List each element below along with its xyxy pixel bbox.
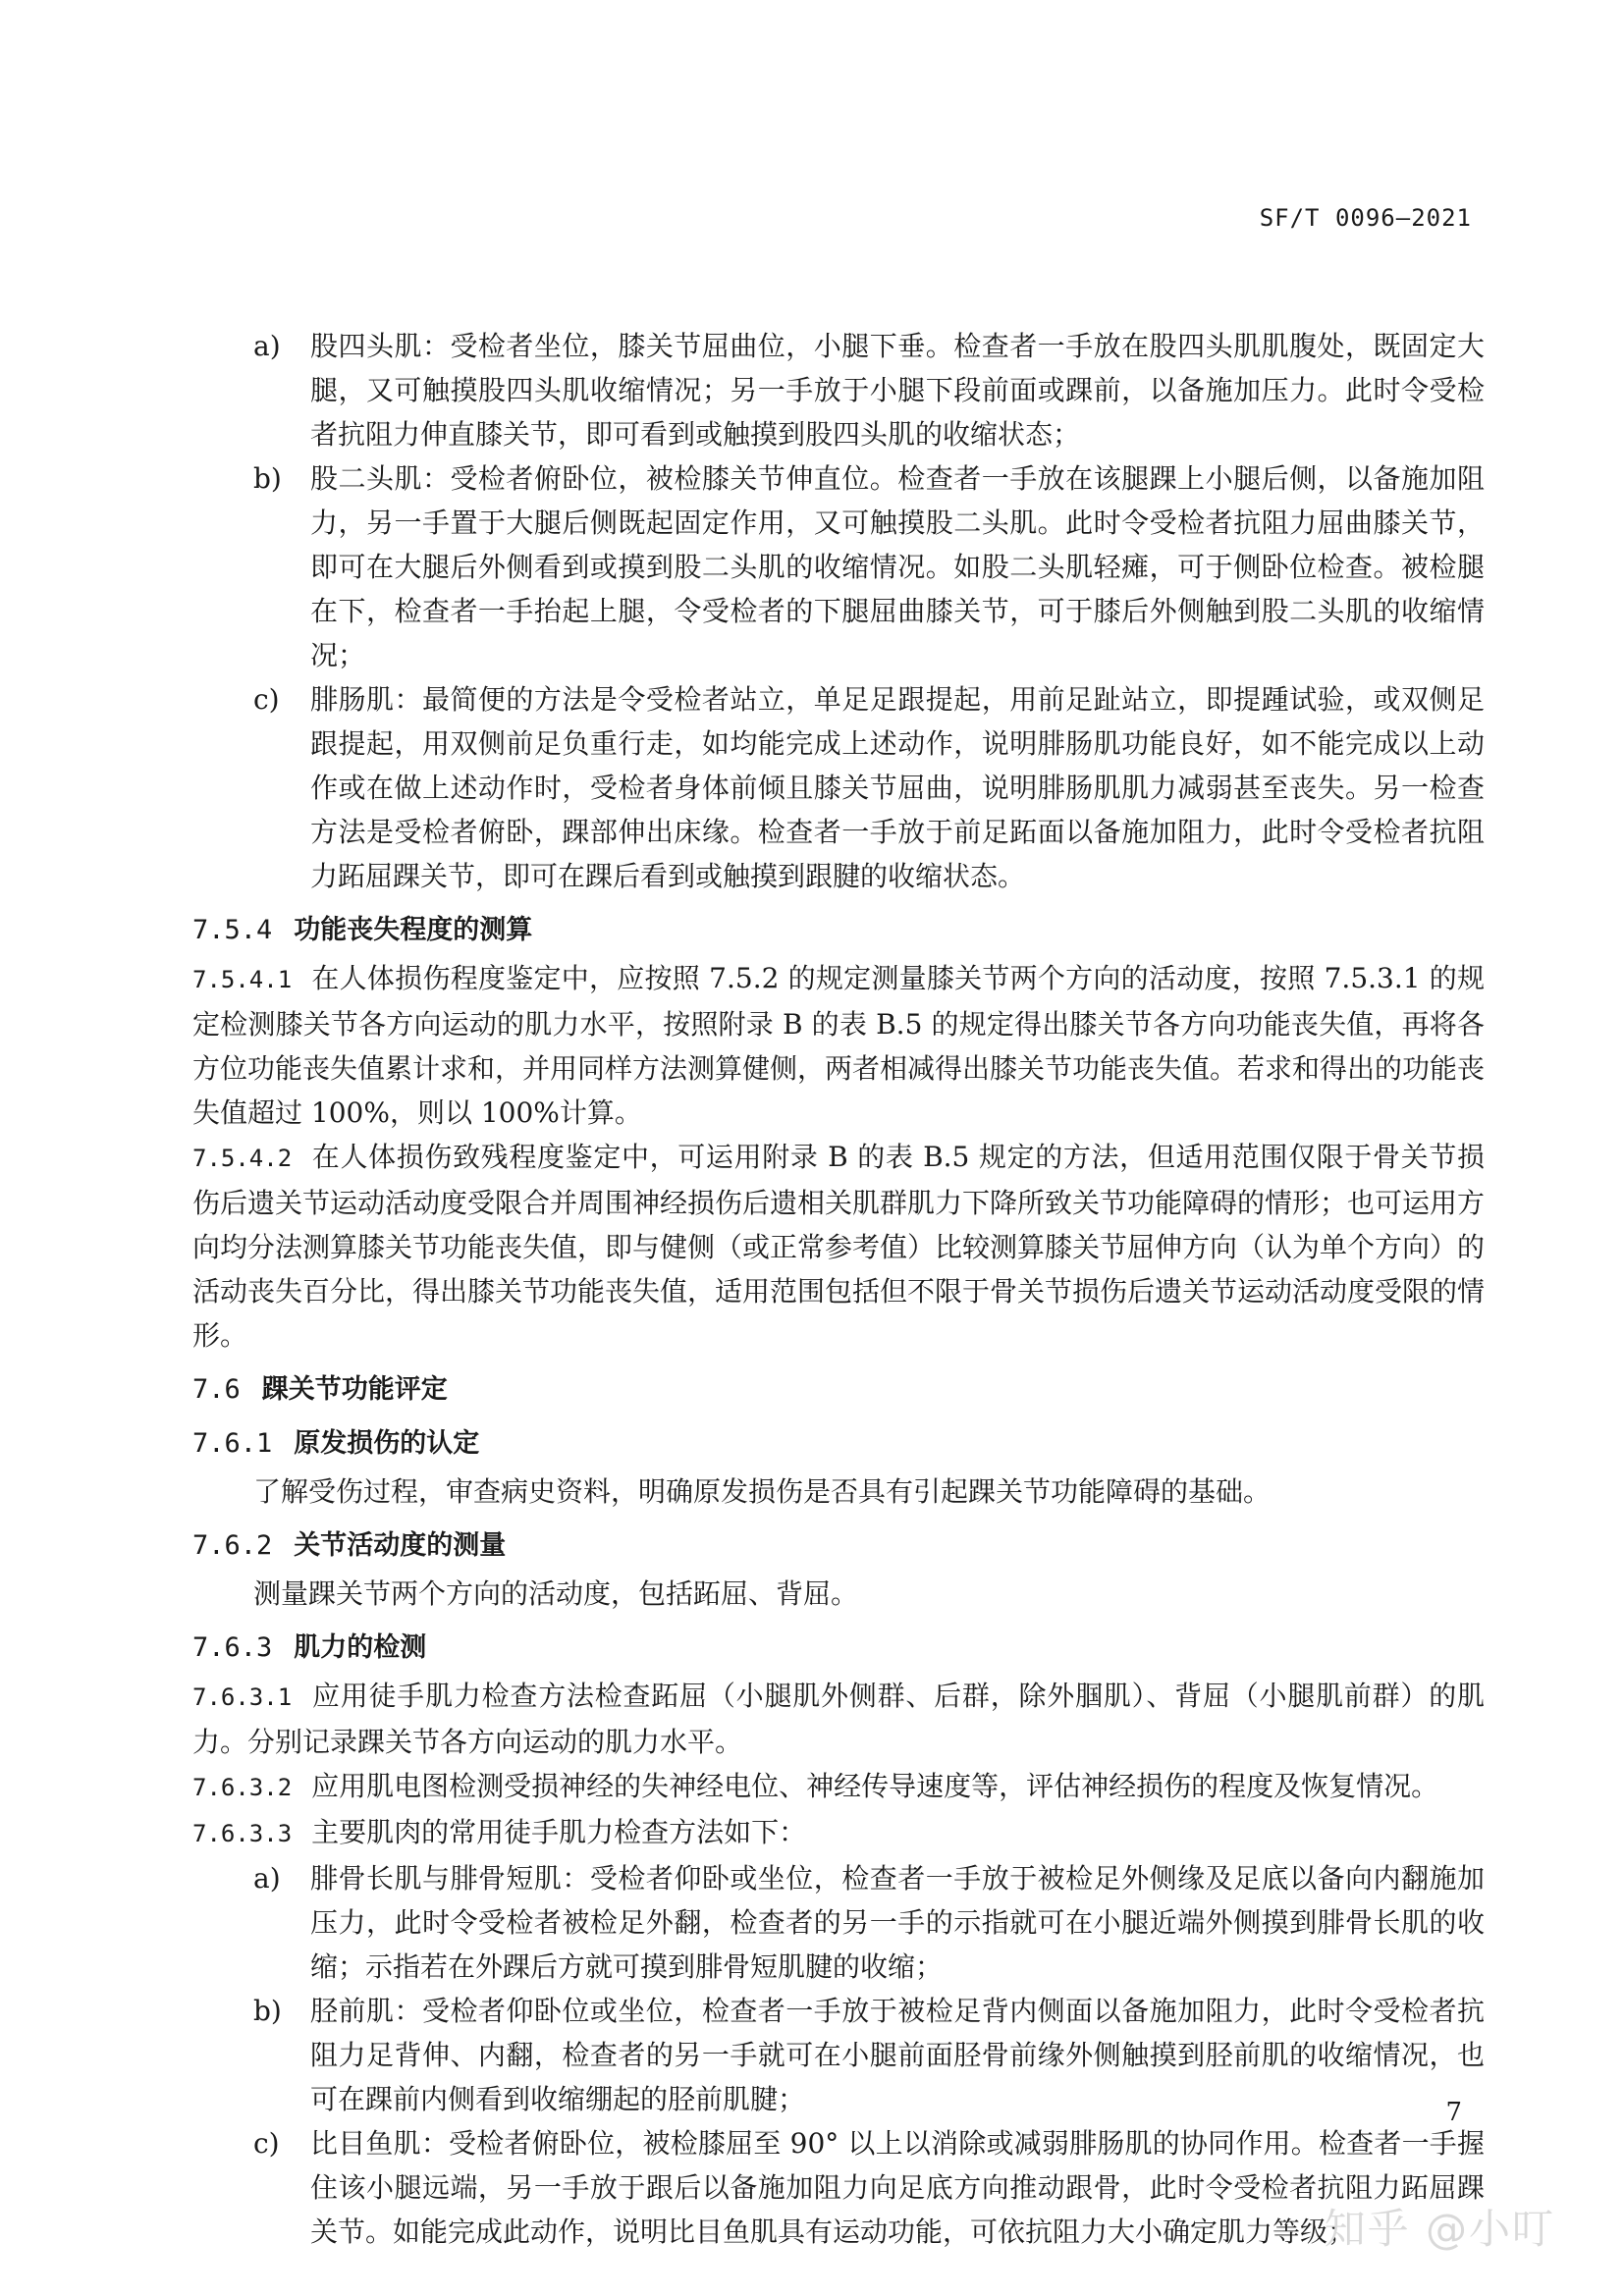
clause-number: 7.5.4.1 [192, 966, 293, 993]
list-item-b [192, 1989, 1485, 2121]
section-number: 7.6 [192, 1374, 241, 1405]
item-label: a) [253, 1862, 281, 1895]
section-title: 踝关节功能评定 [261, 1374, 448, 1405]
clause-number: 7.5.4.2 [192, 1145, 293, 1172]
item-text: 股二头肌：受检者俯卧位，被检膝关节伸直位。检查者一手放在该腿踝上小腿后侧，以备施加阻力，另一手置于大腿后侧既起固定作用，又可触摸股二头肌。此时令受检者抗阻力屈曲膝关节，即可在大腿后外侧看到或摸到股二头肌的收缩情况。如股二头肌轻瘫，可于侧卧位检查。被检腿在下，检查者一手抬起上腿，令受检者的下腿屈曲膝关节，可于膝后外侧触到股二头肌的收缩情况； [310, 462, 1485, 671]
clause-7-6-3-1 [192, 1674, 1485, 1764]
item-label: b) [253, 1995, 282, 2027]
item-label: c) [253, 2127, 280, 2160]
item-text: 腓骨长肌与腓骨短肌：受检者仰卧或坐位，检查者一手放于被检足外侧缘及足底以备向内翻施加压力，此时令受检者被检足外翻，检查者的另一手的示指就可在小腿近端外侧摸到腓骨长肌的收缩；示指若在外踝后方就可摸到腓骨短肌腱的收缩； [310, 1862, 1485, 1983]
item-label: a) [253, 330, 281, 362]
item-text: 股四头肌：受检者坐位，膝关节屈曲位，小腿下垂。检查者一手放在股四头肌肌腹处，既固定大腿，又可触摸股四头肌收缩情况；另一手放于小腿下段前面或踝前，以备施加压力。此时令受检者抗阻力伸直膝关节，即可看到或触摸到股四头肌的收缩状态； [310, 330, 1485, 451]
list-item-b [192, 456, 1485, 677]
section-title: 关节活动度的测量 [294, 1530, 507, 1561]
section-heading-7-6 [192, 1367, 1485, 1412]
clause-text: 主要肌肉的常用徒手肌力检查方法如下： [311, 1816, 807, 1848]
clause-number: 7.6.3.1 [192, 1683, 293, 1711]
clause-text: 应用徒手肌力检查方法检查跖屈（小腿肌外侧群、后群，除外腘肌）、背屈（小腿肌前群）的肌力。分别记录踝关节各方向运动的肌力水平。 [192, 1680, 1485, 1758]
paragraph-7-6-2: 测量踝关节两个方向的活动度，包括跖屈、背屈。 [253, 1577, 859, 1610]
clause-number: 7.6.3.2 [192, 1774, 293, 1801]
section-title: 功能丧失程度的测算 [294, 915, 533, 945]
section-number: 7.6.1 [192, 1428, 273, 1459]
section-number: 7.5.4 [192, 915, 273, 945]
paragraph-7-6-1: 了解受伤过程，审查病史资料，明确原发损伤是否具有引起踝关节功能障碍的基础。 [253, 1475, 1272, 1508]
section-heading-7-6-3 [192, 1626, 1485, 1670]
clause-7-5-4-2 [192, 1135, 1485, 1358]
list-item-c [192, 677, 1485, 898]
item-label: c) [253, 683, 280, 716]
page-number: 7 [1445, 2098, 1462, 2127]
clause-7-6-3-2 [192, 1764, 1485, 1810]
section-heading-7-6-1 [192, 1421, 1485, 1466]
clause-text: 应用肌电图检测受损神经的失神经电位、神经传导速度等，评估神经损伤的程度及恢复情况。 [311, 1770, 1439, 1802]
item-text: 腓肠肌：最简便的方法是令受检者站立，单足足跟提起，用前足趾站立，即提踵试验，或双侧足跟提起，用双侧前足负重行走，如均能完成上述动作，说明腓肠肌功能良好，如不能完成以上动作或在做上述动作时，受检者身体前倾且膝关节屈曲，说明腓肠肌肌力减弱甚至丧失。另一检查方法是受检者俯卧，踝部伸出床缘。检查者一手放于前足跖面以备施加阻力，此时令受检者抗阻力跖屈踝关节，即可在踝后看到或触摸到跟腱的收缩状态。 [310, 683, 1485, 892]
item-text: 比目鱼肌：受检者俯卧位，被检膝屈至 90° 以上以消除或减弱腓肠肌的协同作用。检查者一手握住该小腿远端，另一手放于跟后以备施加阻力向足底方向推动跟骨，此时令受检者抗阻力跖屈踝关节。如能完成此动作，说明比目鱼肌具有运动功能，可依抗阻力大小确定肌力等级； [310, 2127, 1485, 2248]
item-label: b) [253, 462, 282, 495]
section-number: 7.6.3 [192, 1632, 273, 1663]
clause-7-5-4-1 [192, 956, 1485, 1135]
clause-number: 7.6.3.3 [192, 1820, 293, 1847]
document-number: SF/T 0096—2021 [1259, 204, 1472, 232]
list-item-a [192, 324, 1485, 456]
section-number: 7.6.2 [192, 1530, 273, 1561]
clause-7-6-3-3 [192, 1810, 1485, 1856]
clause-text: 在人体损伤致残程度鉴定中，可运用附录 B 的表 B.5 规定的方法，但适用范围仅限于骨关节损伤后遗关节运动活动度受限合并周围神经损伤后遗相关肌群肌力下降所致关节功能障碍的情形；也可运用方向均分法测算膝关节功能丧失值，即与健侧（或正常参考值）比较测算膝关节屈伸方向（认为单个方向）的活动丧失百分比，得出膝关节功能丧失值，适用范围包括但不限于骨关节损伤后遗关节运动活动度受限的情形。 [192, 1141, 1486, 1352]
clause-text: 在人体损伤程度鉴定中，应按照 7.5.2 的规定测量膝关节两个方向的活动度，按照 7.5.3.1 的规定检测膝关节各方向运动的肌力水平，按照附录 B 的表 B.5 的规定得出膝关节各方向功能丧失值，再将各方位功能丧失值累计求和，并用同样方法测算健侧，两者相减得出膝关节功能丧失值。若求和得出的功能丧失值超过 100%，则以 100%计算。 [192, 962, 1486, 1129]
item-text: 胫前肌：受检者仰卧位或坐位，检查者一手放于被检足背内侧面以备施加阻力，此时令受检者抗阻力足背伸、内翻，检查者的另一手就可在小腿前面胫骨前缘外侧触摸到胫前肌的收缩情况，也可在踝前内侧看到收缩绷起的胫前肌腱； [310, 1995, 1485, 2115]
section-title: 原发损伤的认定 [294, 1428, 480, 1459]
document-body [192, 324, 1485, 2254]
list-item-c [192, 2121, 1485, 2254]
list-item-a [192, 1856, 1485, 1989]
section-heading-7-5-4 [192, 908, 1485, 952]
section-heading-7-6-2 [192, 1523, 1485, 1568]
watermark: 知乎 @小叮 [1324, 2205, 1555, 2253]
section-title: 肌力的检测 [294, 1632, 427, 1663]
